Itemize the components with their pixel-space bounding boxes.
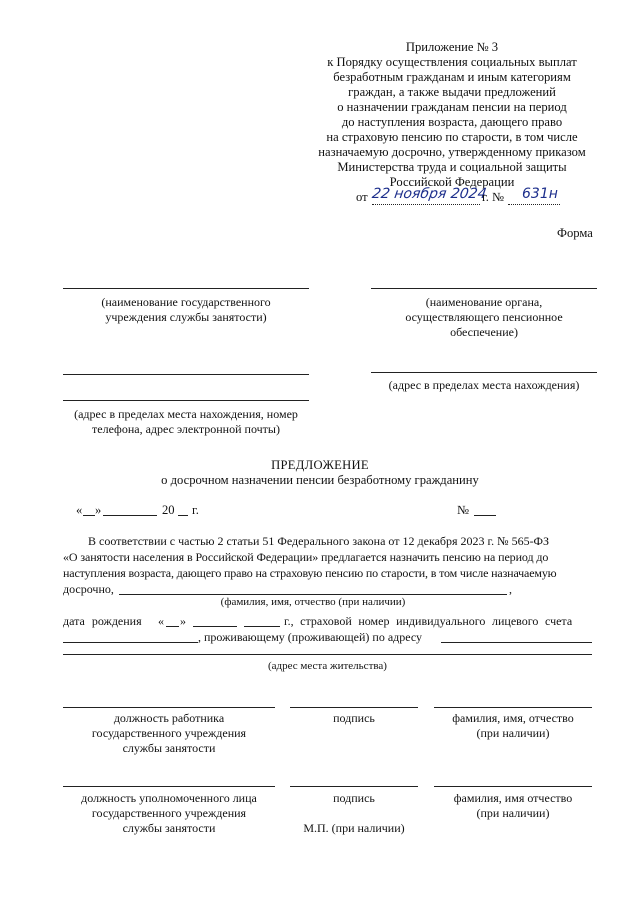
address-caption: (адрес места жительства) — [268, 660, 387, 672]
header-line-4: граждан, а также выдачи предложений — [348, 85, 556, 99]
org-address-caption-1: (адрес в пределах места нахождения, номер — [74, 407, 298, 421]
birth-day-field — [166, 626, 179, 627]
birth-year-field — [244, 626, 280, 627]
document-title: ПРЕДЛОЖЕНИЕ — [271, 458, 369, 472]
birth-month-field — [193, 626, 237, 627]
residence-address-field-1 — [441, 642, 592, 643]
org-name-line — [63, 288, 309, 289]
pension-org-caption-3: обеспечение) — [450, 325, 518, 339]
document-subtitle: о досрочном назначении пенсии безработному гражданину — [161, 473, 479, 487]
header-line-6: до наступления возраста, дающего право — [341, 115, 563, 129]
sig1-name-line — [434, 707, 592, 708]
header-line-9: Министерства труда и социальной защиты — [337, 160, 567, 174]
birth-year-suffix-and-snils-label: г., страховой номер индивидуального лицевого счета — [284, 614, 573, 628]
body-line-1: В соответствии с частью 2 статьи 51 Федерального закона от 12 декабря 2023 г. № 565-ФЗ — [88, 534, 550, 548]
sig1-position-line — [63, 707, 275, 708]
sig2-position-caption-1: должность уполномоченного лица — [81, 791, 257, 805]
sig1-position-caption-2: государственного учреждения — [91, 726, 247, 740]
pension-org-caption-1: (наименование органа, — [425, 295, 543, 309]
sig2-position-caption-3: службы занятости — [122, 821, 216, 835]
order-date-underline — [372, 204, 480, 205]
date-quote-open: « — [76, 503, 83, 517]
birth-quote-close: » — [180, 614, 186, 628]
sig2-position-line — [63, 786, 275, 787]
org-address-line-1 — [63, 374, 309, 375]
sig2-position-caption-2: государственного учреждения — [91, 806, 247, 820]
birth-quote-open: « — [158, 614, 164, 628]
sig1-position-caption-1: должность работника — [113, 711, 225, 725]
date-year-suffix: г. — [192, 503, 199, 517]
org-caption-1: (наименование государственного — [101, 295, 271, 309]
sig1-signature-line — [290, 707, 418, 708]
date-year-prefix: 20 — [162, 503, 175, 517]
pension-org-line — [371, 288, 597, 289]
order-number-underline — [508, 204, 560, 205]
sig2-name-caption-1: фамилия, имя отчество — [453, 791, 573, 805]
sig1-name-caption-1: фамилия, имя, отчество — [452, 711, 574, 725]
date-year-field — [178, 515, 188, 516]
body-line-2: «О занятости населения в Российской Федерации» предлагается назначить пенсию на период до — [63, 550, 549, 564]
date-day-field — [83, 515, 95, 516]
sig2-signature-caption: подпись — [333, 791, 375, 805]
birth-date-label: дата рождения — [63, 614, 142, 628]
pension-org-caption-2: осуществляющего пенсионное — [405, 310, 563, 324]
date-month-field — [103, 515, 157, 516]
header-line-5: о назначении гражданам пенсии на период — [337, 100, 567, 114]
header-line-8: назначаемую досрочно, утвержденному приказом — [318, 145, 586, 159]
order-number-handwritten: 631н — [522, 186, 558, 202]
body-line-3: наступления возраста, дающего право на страховую пенсию по старости, в том числе назначаемую — [63, 566, 557, 580]
sig1-position-caption-3: службы занятости — [122, 741, 216, 755]
stamp-caption: М.П. (при наличии) — [303, 821, 405, 835]
header-line-1: Приложение № 3 — [405, 40, 499, 54]
order-number-label: г. № — [482, 190, 505, 204]
header-line-7: на страховую пенсию по старости, в том числе — [326, 130, 578, 144]
residence-text: , проживающему (проживающей) по адресу — [198, 630, 423, 644]
pension-org-address-line — [371, 372, 597, 373]
header-line-2: к Порядку осуществления социальных выплат — [327, 55, 577, 69]
header-line-10: Российской Федерации — [389, 175, 515, 189]
proposal-number-field — [474, 515, 496, 516]
date-quote-close: » — [95, 503, 102, 517]
residence-address-field-2 — [63, 654, 592, 655]
sig2-name-caption-2: (при наличии) — [476, 806, 550, 820]
org-address-line-2 — [63, 400, 309, 401]
proposal-number-sign: № — [457, 503, 470, 517]
order-date-handwritten: 22 ноября 2024 — [370, 186, 488, 202]
body-line-4-comma: , — [509, 582, 512, 596]
sig2-name-line — [434, 786, 592, 787]
order-from-label: от — [356, 190, 368, 204]
header-line-3: безработным гражданам и иным категориям — [333, 70, 571, 84]
pension-org-address-caption: (адрес в пределах места нахождения) — [388, 378, 580, 392]
org-caption-2: учреждения службы занятости) — [105, 310, 267, 324]
sig1-signature-caption: подпись — [333, 711, 375, 725]
fio-caption: (фамилия, имя, отчество (при наличии) — [220, 596, 406, 608]
sig1-name-caption-2: (при наличии) — [476, 726, 550, 740]
sig2-signature-line — [290, 786, 418, 787]
org-address-caption-2: телефона, адрес электронной почты) — [92, 422, 280, 436]
forma-label: Форма — [557, 226, 593, 240]
fio-field — [119, 594, 507, 595]
body-line-4: досрочно, — [63, 582, 114, 596]
snils-field — [63, 642, 198, 643]
